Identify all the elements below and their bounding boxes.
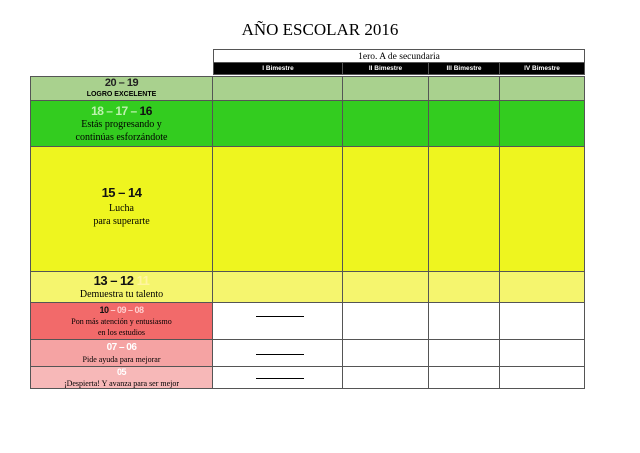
grade-range (107, 342, 137, 354)
grade-entry-line (256, 354, 304, 355)
grade-cell[interactable] (429, 147, 500, 272)
bimester-header-4: IV Bimestre (500, 63, 585, 75)
grade-cell[interactable] (429, 272, 500, 303)
grade-header: 1ero. A de secundaria (213, 49, 585, 63)
grade-cell[interactable] (343, 272, 429, 303)
page-title: AÑO ESCOLAR 2016 (241, 20, 399, 39)
grade-range (117, 367, 126, 378)
grade-cell[interactable] (500, 147, 585, 272)
grade-cell[interactable] (500, 367, 585, 389)
grade-cell[interactable] (213, 76, 343, 101)
level-caption: Estás progresando y (81, 118, 162, 130)
grade-cell[interactable] (500, 340, 585, 367)
grade-range-main: 10 (99, 304, 111, 315)
grade-range-main: 20 – 19 (104, 77, 139, 89)
grade-range (102, 185, 142, 200)
level-label-cell (30, 101, 213, 147)
grade-cell[interactable] (343, 147, 429, 272)
grade-cell[interactable] (429, 367, 500, 389)
grade-range (105, 77, 138, 90)
grade-range (91, 104, 152, 118)
grade-cell[interactable] (343, 101, 429, 147)
grade-cell[interactable] (500, 76, 585, 101)
grade-cell[interactable] (500, 101, 585, 147)
level-caption: para superarte (93, 216, 150, 227)
grade-cell[interactable] (500, 303, 585, 340)
grade-cell[interactable] (343, 367, 429, 389)
grade-entry-line (256, 378, 304, 379)
level-label-cell (30, 340, 213, 367)
level-caption: ¡Despierta! Y avanza para ser mejor (63, 378, 180, 388)
level-caption: continúas esforzándote (75, 131, 168, 143)
grade-cell[interactable] (500, 272, 585, 303)
level-label-cell (30, 367, 213, 389)
grade-range (94, 273, 150, 288)
level-caption: Pide ayuda para mejorar (82, 354, 161, 364)
grade-cell[interactable] (343, 340, 429, 367)
grade-range-faded: 11 (136, 273, 150, 288)
grade-cell[interactable] (429, 340, 500, 367)
grade-cell[interactable] (213, 303, 343, 340)
grade-cell[interactable] (343, 303, 429, 340)
grade-cell[interactable] (429, 303, 500, 340)
grade-cell[interactable] (213, 101, 343, 147)
level-caption: Pon más atención y entusiasmo (71, 316, 172, 326)
grade-cell[interactable] (343, 76, 429, 101)
grade-range-main: 16 (139, 103, 152, 118)
level-label-cell (30, 272, 213, 303)
grade-range (99, 305, 143, 316)
bimester-header-1: I Bimestre (213, 63, 343, 75)
bimester-header-3: III Bimestre (429, 63, 500, 75)
grade-cell[interactable] (429, 76, 500, 101)
level-label-cell (30, 303, 213, 340)
grade-range-main: 13 – 12 (93, 273, 137, 288)
grade-range-main: 15 – 14 (101, 185, 142, 200)
grade-range-main: 07 – 06 (106, 341, 137, 353)
level-caption: Lucha (109, 203, 134, 214)
grade-cell[interactable] (429, 101, 500, 147)
level-label-cell (30, 147, 213, 272)
grade-entry-line (256, 316, 304, 317)
bimester-header-2: II Bimestre (343, 63, 429, 75)
grade-cell[interactable] (213, 272, 343, 303)
level-caption: LOGRO EXCELENTE (86, 91, 157, 98)
level-label-cell (30, 76, 213, 101)
grade-cell[interactable] (213, 147, 343, 272)
level-caption: en los estudios (97, 327, 146, 337)
grade-range-faded: – 09 – 08 (110, 304, 144, 315)
grade-range-faded: 18 – 17 – (91, 103, 140, 118)
level-caption: Demuestra tu talento (79, 289, 164, 300)
grade-range-main: 05 (116, 366, 126, 377)
